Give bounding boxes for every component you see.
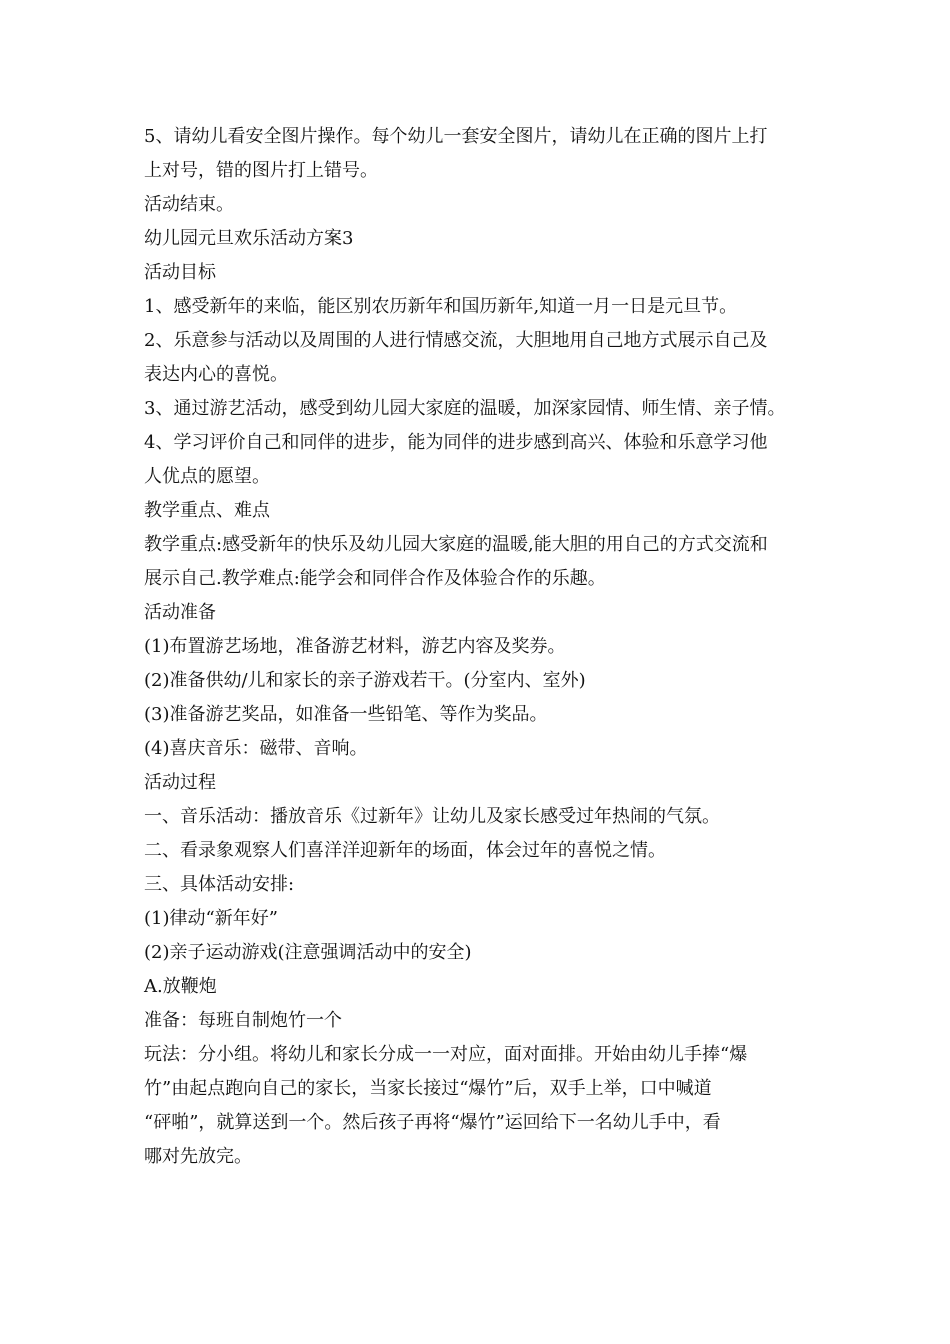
document-body: [144, 120, 824, 1174]
text-line: 竹”由起点跑向自己的家长，当家长接过“爆竹”后，双手上举，口中喊道: [144, 1078, 712, 1099]
text-line: 3、通过游艺活动，感受到幼儿园大家庭的温暖，加深家园情、师生情、亲子情。: [144, 398, 786, 419]
text-line: 活动结束。: [144, 194, 234, 215]
section-heading: 活动过程: [144, 772, 216, 793]
text-line: 准备：每班自制炮竹一个: [144, 1010, 342, 1031]
section-heading: 教学重点、难点: [144, 500, 270, 521]
text-line: 三、具体活动安排:: [144, 874, 295, 895]
text-line: 5、请幼儿看安全图片操作。每个幼儿一套安全图片，请幼儿在正确的图片上打: [144, 126, 768, 147]
text-line: 一、音乐活动：播放音乐《过新年》让幼儿及家长感受过年热闹的气氛。: [144, 806, 720, 827]
text-line: (2)准备供幼/儿和家长的亲子游戏若干。(分室内、室外): [144, 670, 586, 691]
text-line: 哪对先放完。: [144, 1146, 252, 1167]
text-line: “砰啪”，就算送到一个。然后孩子再将“爆竹”运回给下一名幼儿手中，看: [144, 1112, 721, 1133]
section-heading: 活动目标: [144, 262, 216, 283]
section-heading: 活动准备: [144, 602, 216, 623]
text-line: 1、感受新年的来临，能区别农历新年和国历新年,知道一月一日是元旦节。: [144, 296, 738, 317]
text-line: (1)律动“新年好”: [144, 908, 278, 929]
text-line: A.放鞭炮: [144, 976, 217, 997]
text-line: 2、乐意参与活动以及周围的人进行情感交流，大胆地用自己地方式展示自己及: [144, 330, 768, 351]
text-line: 教学重点:感受新年的快乐及幼儿园大家庭的温暖,能大胆的用自己的方式交流和: [144, 534, 768, 555]
text-line: (1)布置游艺场地，准备游艺材料，游艺内容及奖券。: [144, 636, 566, 657]
text-line: 人优点的愿望。: [144, 466, 270, 487]
text-line: (2)亲子运动游戏(注意强调活动中的安全): [144, 942, 472, 963]
text-line: (3)准备游艺奖品，如准备一些铅笔、等作为奖品。: [144, 704, 548, 725]
text-line: 表达内心的喜悦。: [144, 364, 288, 385]
text-line: 4、学习评价自己和同伴的进步，能为同伴的进步感到高兴、体验和乐意学习他: [144, 432, 768, 453]
section-title: 幼儿园元旦欢乐活动方案3: [144, 228, 354, 249]
text-line: (4)喜庆音乐：磁带、音响。: [144, 738, 368, 759]
text-line: 上对号，错的图片打上错号。: [144, 160, 378, 181]
text-line: 展示自己.教学难点:能学会和同伴合作及体验合作的乐趣。: [144, 568, 606, 589]
text-line: 玩法：分小组。将幼儿和家长分成一一对应，面对面排。开始由幼儿手捧“爆: [144, 1044, 748, 1065]
text-line: 二、看录象观察人们喜洋洋迎新年的场面，体会过年的喜悦之情。: [144, 840, 666, 861]
